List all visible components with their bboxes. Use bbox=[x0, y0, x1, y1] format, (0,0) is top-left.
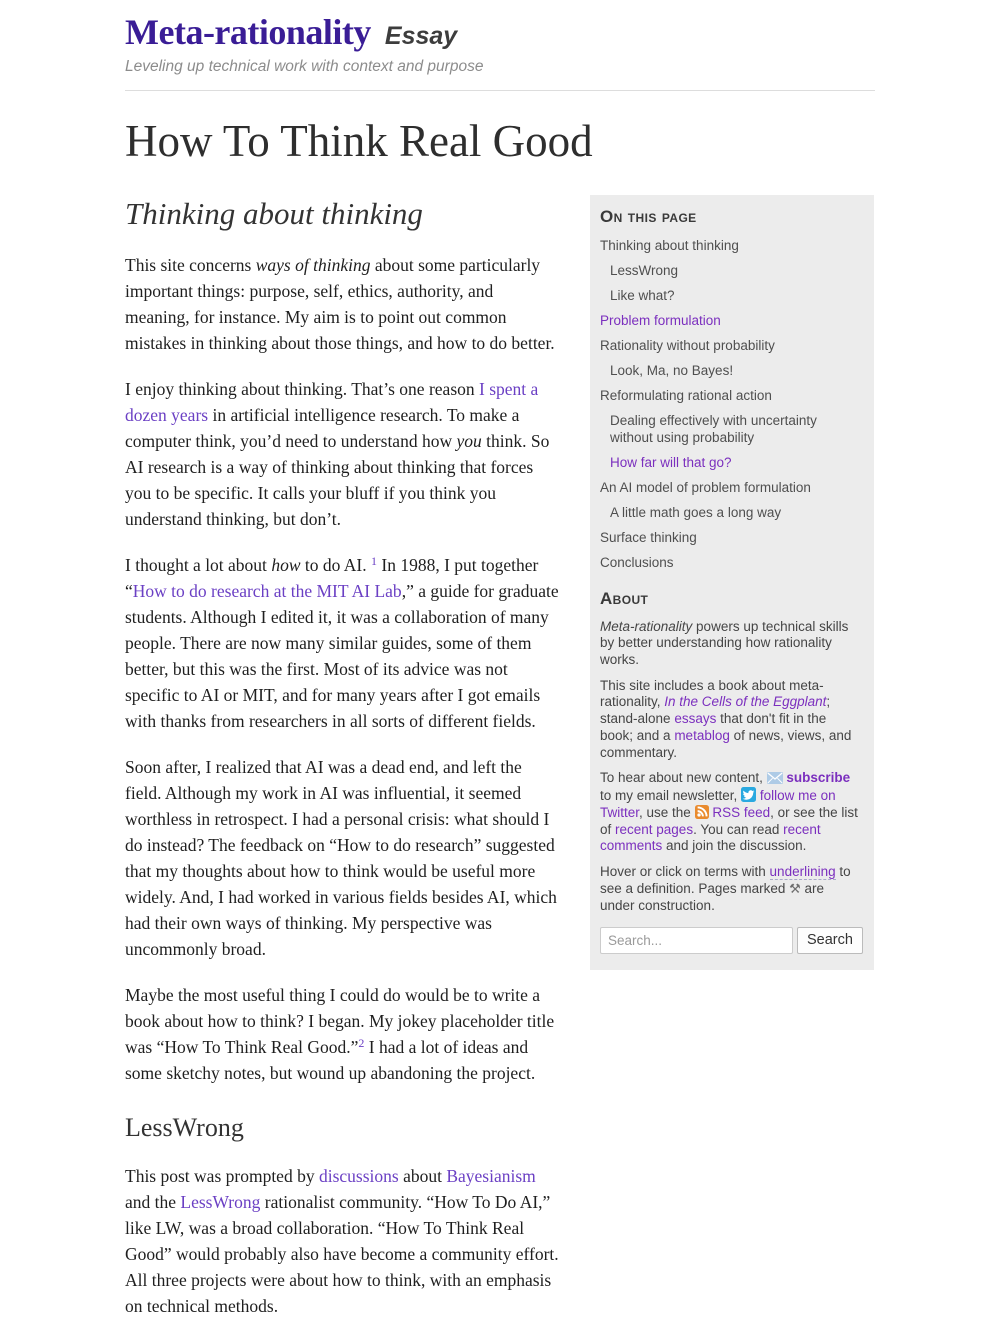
lesswrong-link[interactable]: LessWrong bbox=[180, 1191, 261, 1212]
text-span: This site includes a book about meta-rationality, bbox=[600, 677, 824, 710]
rss-icon bbox=[695, 805, 709, 819]
text-span: ; stand-alone bbox=[600, 694, 831, 727]
construction-icon: ⚒ bbox=[789, 881, 801, 897]
twitter-icon bbox=[741, 787, 756, 802]
subsection-heading: LessWrong bbox=[125, 1112, 244, 1142]
paragraph bbox=[125, 376, 562, 532]
toc-item[interactable]: An AI model of problem formulation bbox=[600, 479, 811, 495]
toc-list bbox=[600, 237, 862, 571]
about-body bbox=[600, 619, 862, 915]
text-span: to my email newsletter, bbox=[600, 788, 742, 804]
on-this-page-heading: On this page bbox=[600, 206, 697, 226]
text-span: think. So AI research is a way of thinking about thinking that forces you to be specific. It calls your bluff if you think you understand thinking, but don’t. bbox=[125, 430, 550, 529]
toc-item[interactable]: Thinking about thinking bbox=[600, 237, 739, 253]
section-heading: Thinking about thinking bbox=[125, 195, 423, 231]
text-span: powers up technical skills by better understanding how rationality works. bbox=[600, 618, 849, 667]
toc-item[interactable]: Conclusions bbox=[600, 554, 674, 570]
toc-item[interactable]: Surface thinking bbox=[600, 529, 697, 545]
page-kind-label: Essay bbox=[384, 22, 458, 50]
twitter-follow-link[interactable]: follow me on Twitter bbox=[600, 788, 836, 820]
text-span: This site concerns bbox=[125, 254, 256, 275]
text-span: Maybe the most useful thing I could do would be to write a book about how to think? I began. My jokey placeholder title was “How To Think Real Good.” bbox=[125, 984, 555, 1057]
text-span: In 1988, I put together “ bbox=[125, 554, 539, 601]
about-paragraph bbox=[600, 864, 862, 915]
text-span: To hear about new content, bbox=[600, 770, 767, 786]
dozen-years-link[interactable]: I spent a dozen years bbox=[125, 378, 539, 425]
about-heading: About bbox=[600, 588, 649, 608]
text-span: , use the bbox=[639, 804, 695, 820]
discussions-link[interactable]: discussions bbox=[318, 1165, 399, 1186]
toc-item[interactable]: How far will that go? bbox=[610, 454, 732, 470]
text-span: This post was prompted by bbox=[125, 1165, 319, 1186]
header-divider bbox=[125, 90, 875, 91]
text-span: Hover or click on terms with bbox=[600, 864, 770, 880]
text-span: that don't fit in the book; and a bbox=[600, 711, 827, 743]
text-span: , or see the list of bbox=[600, 804, 858, 837]
text-span: how bbox=[271, 554, 301, 575]
text-span: ,” a guide for graduate students. Although I edited it, it was a collaboration of many people. There are now many similar guides, some of them better, but this was the first. Most of its advice was not specific to AI or MIT, and for many years after I got emails with thanks from researchers in all sorts of different fields. bbox=[125, 580, 559, 731]
page-container bbox=[125, 0, 875, 1319]
recent-comments-link[interactable]: recent comments bbox=[600, 821, 821, 854]
text-span: and the bbox=[125, 1191, 181, 1212]
article-body bbox=[125, 195, 562, 1319]
text-span: I had a lot of ideas and some sketchy notes, but wound up abandoning the project. bbox=[125, 1036, 536, 1083]
text-span: you bbox=[456, 430, 482, 451]
rss-feed-link[interactable]: RSS feed bbox=[712, 804, 771, 820]
search-input[interactable] bbox=[600, 927, 793, 954]
text-span: Soon after, I realized that AI was a dead end, and left the field. Although my work in AI was influential, it seemed worthless in retrospect. I had a personal crisis: what should I do instead? The feedback on “How to do research” suggested that my thoughts about how to think would be useful more widely. And, I had worked in various fields besides AI, which had their own ways of thinking. My perspective was uncommonly broad. bbox=[125, 756, 557, 959]
paragraph bbox=[125, 754, 562, 962]
recent-pages-link[interactable]: recent pages bbox=[615, 821, 694, 837]
toc-item[interactable]: Dealing effectively with uncertainty without using probability bbox=[610, 412, 817, 445]
text-span: Meta-rationality bbox=[600, 618, 693, 634]
text-span: . You can read bbox=[693, 821, 784, 837]
underlining-link[interactable]: underlining bbox=[769, 864, 836, 880]
text-span: in artificial intelligence research. To make a computer think, you’d need to understand how bbox=[125, 404, 520, 451]
toc-item[interactable]: LessWrong bbox=[610, 262, 679, 278]
site-title-link[interactable]: Meta-rationality bbox=[125, 12, 371, 52]
text-span: I enjoy thinking about thinking. That’s one reason bbox=[125, 378, 479, 399]
site-header bbox=[125, 12, 875, 91]
text-span: and join the discussion. bbox=[662, 838, 807, 854]
bayesianism-link[interactable]: Bayesianism bbox=[446, 1165, 536, 1186]
about-paragraph bbox=[600, 770, 862, 855]
text-span: to do AI. bbox=[300, 554, 371, 575]
text-span: about some particularly important things: purpose, self, ethics, authority, and meaning, for instance. My aim is to point out common mistakes in thinking about those things, and how to do better. bbox=[125, 254, 555, 353]
essays-link[interactable]: essays bbox=[674, 711, 717, 727]
toc-item[interactable]: Reformulating rational action bbox=[600, 387, 772, 403]
text-span: are under construction. bbox=[600, 880, 825, 913]
text-span: about bbox=[398, 1165, 447, 1186]
toc-item[interactable]: Like what? bbox=[610, 287, 675, 303]
toc-item[interactable]: Problem formulation bbox=[600, 312, 721, 328]
footnote-2-link[interactable]: 2 bbox=[358, 1035, 365, 1050]
text-span: ways of thinking bbox=[255, 254, 371, 275]
site-tagline: Leveling up technical work with context and purpose bbox=[125, 58, 484, 75]
sidebar bbox=[590, 195, 874, 970]
mit-ai-lab-link[interactable]: How to do research at the MIT AI Lab bbox=[132, 580, 402, 601]
search-form bbox=[600, 927, 862, 954]
text-span: to see a definition. Pages marked bbox=[600, 864, 851, 896]
text-span: of news, views, and commentary. bbox=[600, 727, 852, 760]
metablog-link[interactable]: metablog bbox=[674, 727, 730, 743]
toc-item[interactable]: A little math goes a long way bbox=[610, 504, 782, 520]
about-paragraph bbox=[600, 678, 862, 762]
eggplant-book-link[interactable]: In the Cells of the Eggplant bbox=[664, 694, 827, 710]
email-icon bbox=[767, 772, 783, 784]
toc-item[interactable]: Look, Ma, no Bayes! bbox=[610, 362, 734, 378]
logo-row bbox=[125, 12, 875, 52]
toc-item[interactable]: Rationality without probability bbox=[600, 337, 775, 353]
search-button[interactable]: Search bbox=[797, 927, 863, 954]
paragraph bbox=[125, 252, 562, 356]
paragraph bbox=[125, 982, 562, 1086]
about-paragraph bbox=[600, 619, 862, 669]
paragraph bbox=[125, 552, 562, 734]
footnote-1-link[interactable]: 1 bbox=[371, 553, 377, 568]
text-span: I thought a lot about bbox=[125, 554, 272, 575]
page-title: How To Think Real Good bbox=[125, 116, 593, 166]
text-span: rationalist community. “How To Do AI,” like LW, was a broad collaboration. “How To Think Real Good” would probably also have become a community effort. All three projects were about how to think, with an emphasis on technical methods. bbox=[125, 1191, 559, 1316]
paragraph bbox=[125, 1163, 562, 1319]
subscribe-link[interactable]: subscribe bbox=[786, 770, 851, 786]
content-row bbox=[125, 195, 875, 1319]
